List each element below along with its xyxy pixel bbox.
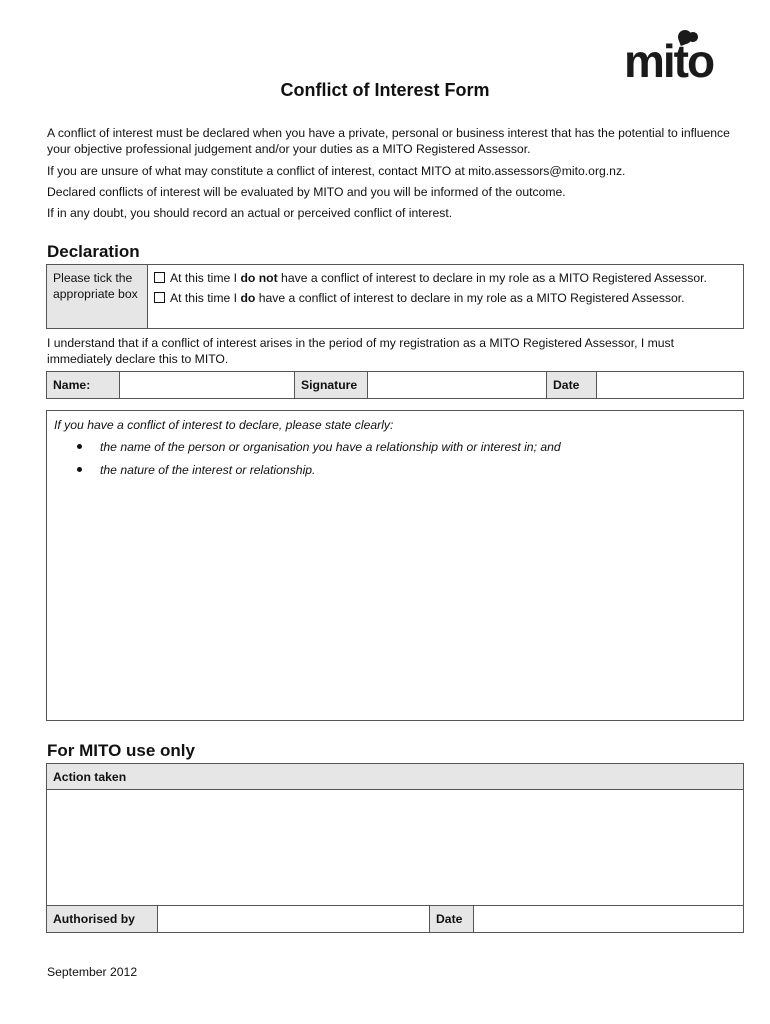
tick-label: Please tick the appropriate box xyxy=(53,271,138,301)
tick-options-cell xyxy=(148,265,743,328)
checkbox-has-conflict[interactable] xyxy=(154,292,165,303)
name-field[interactable] xyxy=(120,372,295,398)
understand-paragraph: I understand that if a conflict of interest arises in the period of my registration as a MITO Registered Assessor, I must immediately declare this to MITO. xyxy=(47,336,675,366)
name-label: Name: xyxy=(47,372,120,398)
bullet-icon xyxy=(77,467,82,472)
intro-paragraph-3: Declared conflicts of interest will be evaluated by MITO and you will be informed of the outcome. xyxy=(47,185,566,199)
bullet-icon xyxy=(77,444,82,449)
mito-use-table xyxy=(46,763,744,933)
action-taken-field[interactable] xyxy=(47,790,743,906)
mito-date-label: Date xyxy=(430,906,474,932)
intro-paragraph-2: If you are unsure of what may constitute a conflict of interest, contact MITO at mito.assessors@mito.org.nz. xyxy=(47,164,626,178)
footer-date: September 2012 xyxy=(47,965,138,979)
checkbox-no-conflict[interactable] xyxy=(154,272,165,283)
mito-logo xyxy=(622,30,744,87)
details-bullet-1: the name of the person or organisation you have a relationship with or interest in; and xyxy=(100,440,561,454)
option-no-conflict[interactable]: At this time I do not have a conflict of interest to declare in my role as a MITO Registered Assessor. xyxy=(154,270,737,286)
action-taken-label: Action taken xyxy=(47,764,743,790)
mito-date-field[interactable] xyxy=(474,906,743,932)
conflict-details-box[interactable] xyxy=(46,410,744,721)
authorised-by-label: Authorised by xyxy=(47,906,158,932)
intro-paragraph-1: A conflict of interest must be declared when you have a private, personal or business interest that has the potential to influence your objective professional judgement and/or your duties as a MITO Registered Assessor. xyxy=(47,126,730,156)
details-prompt: If you have a conflict of interest to declare, please state clearly: xyxy=(54,418,394,432)
authorised-by-field[interactable] xyxy=(158,906,430,932)
logo-text: mito xyxy=(624,35,714,87)
signature-row xyxy=(46,371,744,399)
signature-field[interactable] xyxy=(368,372,547,398)
declaration-heading: Declaration xyxy=(47,242,140,261)
intro-paragraph-4: If in any doubt, you should record an actual or perceived conflict of interest. xyxy=(47,206,453,220)
mito-use-heading: For MITO use only xyxy=(47,741,195,760)
option-has-conflict[interactable]: At this time I do have a conflict of interest to declare in my role as a MITO Registered Assessor. xyxy=(154,290,737,306)
tick-label-cell xyxy=(47,265,148,328)
details-bullet-2: the nature of the interest or relationship. xyxy=(100,463,316,477)
declaration-table xyxy=(46,264,744,329)
page-title: Conflict of Interest Form xyxy=(280,80,490,100)
date-label: Date xyxy=(547,372,597,398)
signature-label: Signature xyxy=(295,372,368,398)
date-field[interactable] xyxy=(597,372,743,398)
